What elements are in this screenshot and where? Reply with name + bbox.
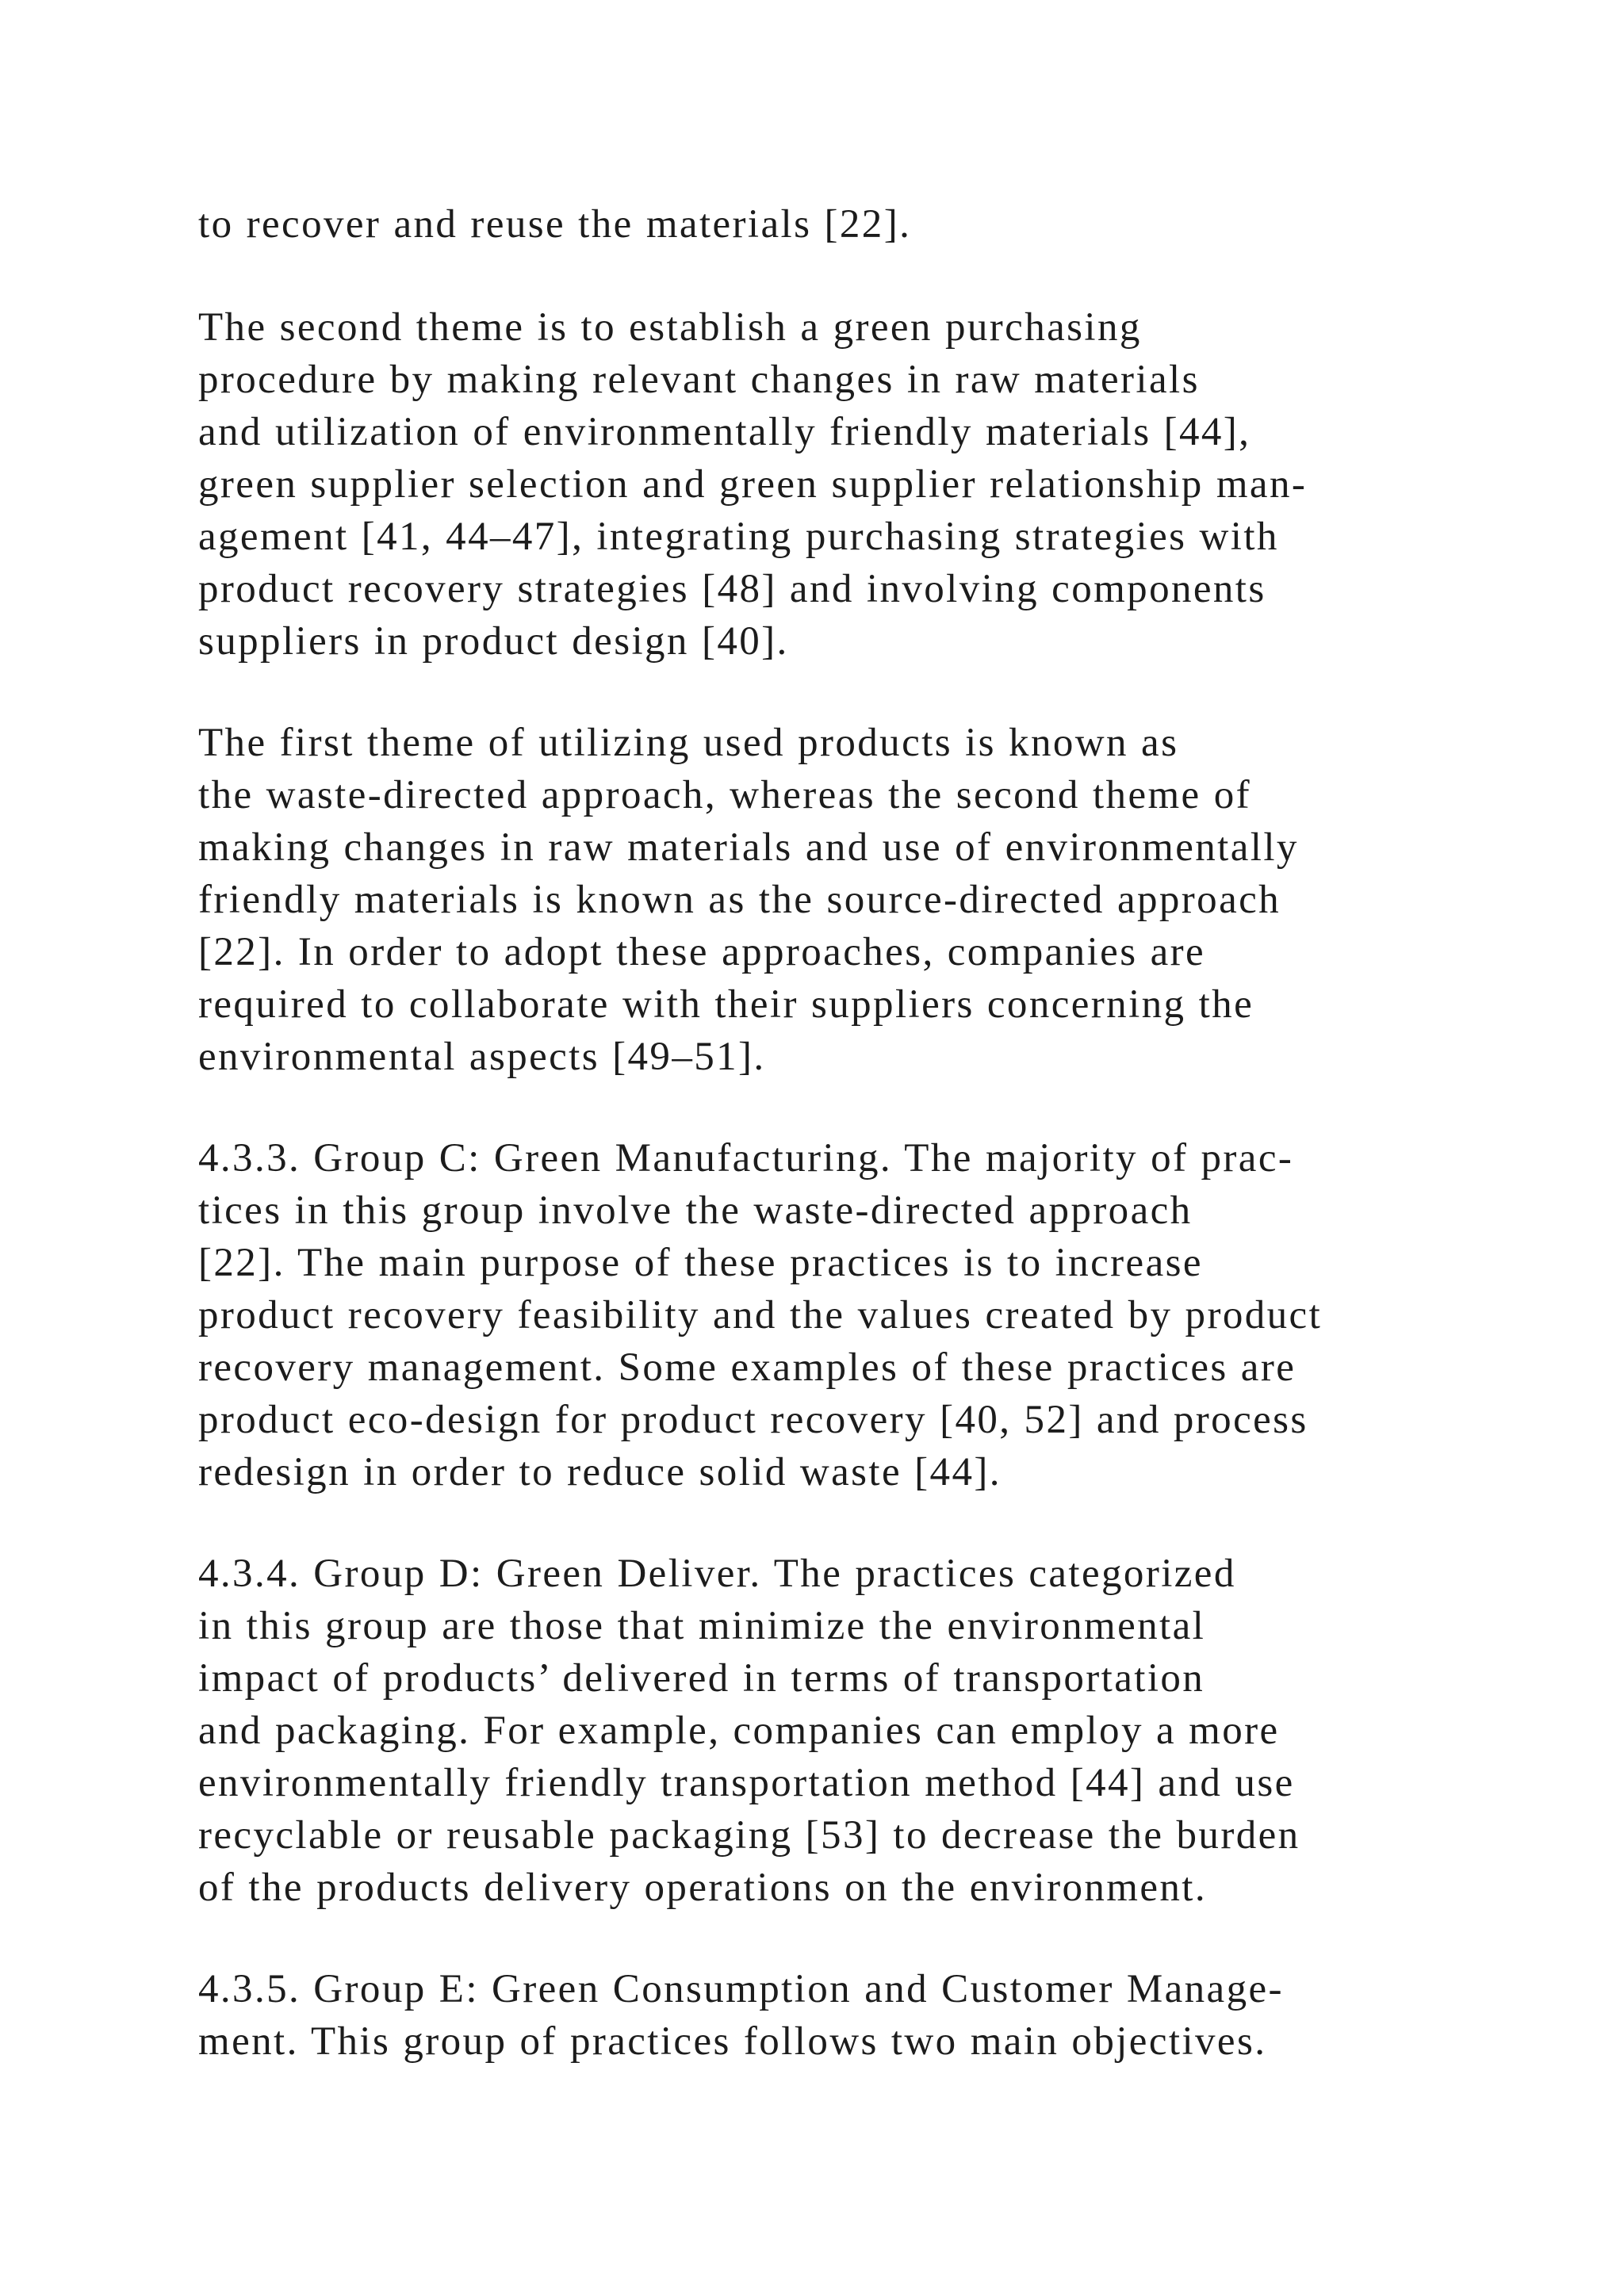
text-line: agement [41, 44–47], integrating purchasing strategies with	[198, 515, 1279, 559]
text-line: [22]. The main purpose of these practices is to increase	[198, 1241, 1203, 1285]
text-line: to recover and reuse the materials [22].	[198, 202, 912, 247]
text-line: 4.3.4. Group D: Green Deliver. The practices categorized	[198, 1552, 1236, 1596]
text-line: and utilization of environmentally friendly materials [44],	[198, 410, 1251, 454]
text-line: 4.3.3. Group C: Green Manufacturing. The majority of prac-	[198, 1136, 1294, 1181]
text-line: product recovery strategies [48] and involving components	[198, 567, 1266, 611]
section-group-d-green-deliver	[198, 1548, 1467, 1914]
paragraph-waste-directed-approach	[198, 717, 1467, 1083]
text-line: the waste-directed approach, whereas the second theme of	[198, 773, 1252, 817]
text-line: procedure by making relevant changes in raw materials	[198, 358, 1200, 402]
text-line: redesign in order to reduce solid waste [44].	[198, 1450, 1002, 1494]
text-line: ment. This group of practices follows two main objectives.	[198, 2019, 1267, 2064]
paragraph-recover-materials	[198, 198, 1467, 251]
text-line: The second theme is to establish a green purchasing	[198, 305, 1142, 350]
text-line: 4.3.5. Group E: Green Consumption and Customer Manage-	[198, 1967, 1284, 2011]
text-line: environmental aspects [49–51].	[198, 1035, 766, 1079]
section-group-e-green-consumption	[198, 1963, 1467, 2068]
text-line: green supplier selection and green supplier relationship man-	[198, 462, 1308, 507]
text-line: required to collaborate with their suppliers concerning the	[198, 982, 1254, 1027]
text-line: product recovery feasibility and the values created by product	[198, 1293, 1323, 1337]
text-line: in this group are those that minimize the environmental	[198, 1604, 1206, 1648]
text-line: friendly materials is known as the source-directed approach	[198, 878, 1281, 922]
text-line: recovery management. Some examples of these practices are	[198, 1345, 1297, 1390]
paragraph-green-purchasing	[198, 301, 1467, 668]
text-line: making changes in raw materials and use of environmentally	[198, 825, 1299, 870]
text-line: and packaging. For example, companies can employ a more	[198, 1709, 1280, 1753]
text-line: suppliers in product design [40].	[198, 619, 789, 664]
text-line: environmentally friendly transportation method [44] and use	[198, 1761, 1295, 1805]
text-line: tices in this group involve the waste-directed approach	[198, 1188, 1193, 1233]
text-line: The first theme of utilizing used products is known as	[198, 721, 1179, 765]
text-line: of the products delivery operations on the environment.	[198, 1866, 1208, 1910]
section-group-c-green-manufacturing	[198, 1132, 1467, 1498]
text-line: [22]. In order to adopt these approaches, companies are	[198, 930, 1206, 974]
text-line: impact of products’ delivered in terms of transportation	[198, 1656, 1205, 1701]
text-line: product eco-design for product recovery [40, 52] and process	[198, 1398, 1308, 1442]
text-line: recyclable or reusable packaging [53] to decrease the burden	[198, 1813, 1300, 1858]
